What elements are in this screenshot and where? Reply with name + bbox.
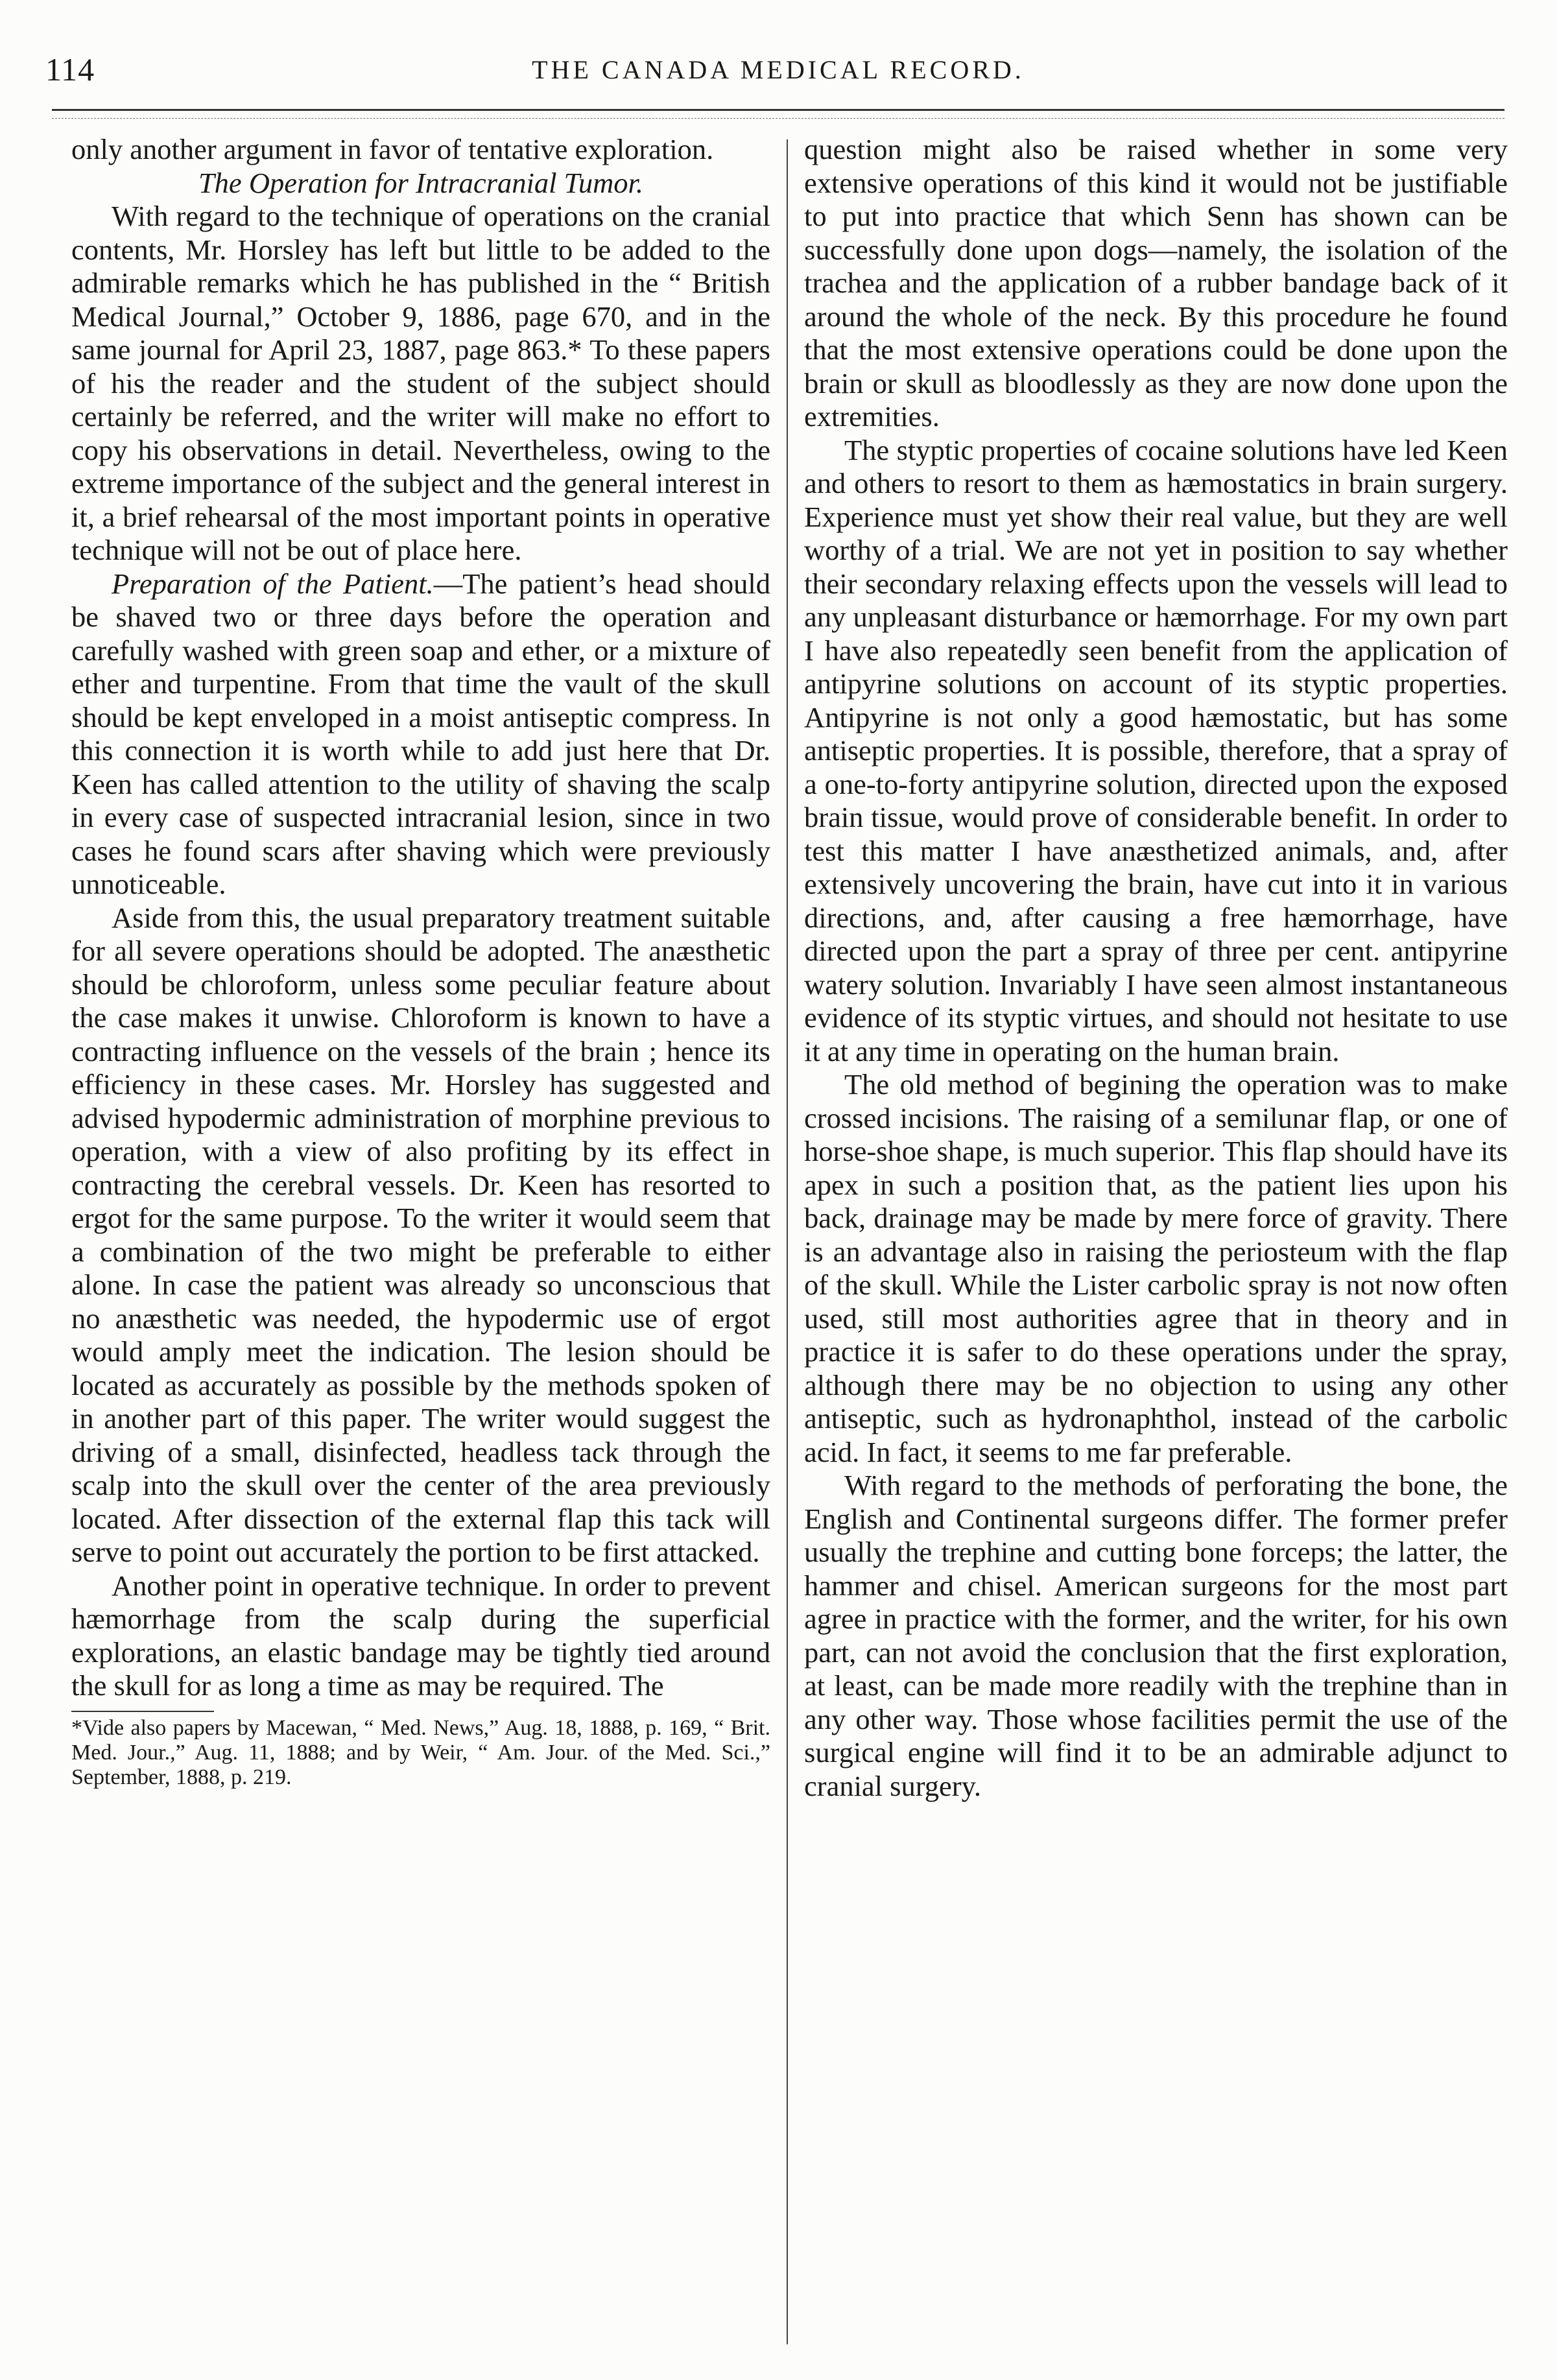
paragraph: Aside from this, the usual preparatory treatment suitable for all severe operations should be adopted. The anæsthetic should be chloroform, unless some peculiar feature about the case makes it unwise. Chloroform is known to have a contracting influence on the vessels of the brain ; hence its efficiency in these cases. Mr. Horsley has suggested and advised hypodermic administration of morphine previous to operation, with a view of also profiting by its effect in contracting the cerebral vessels. Dr. Keen has resorted to ergot for the same purpose. To the writer it would seem that a combination of the two might be preferable to either alone. In case the patient was already so unconscious that no anæsthetic was needed, the hypodermic use of ergot would amply meet the indication. The lesion should be located as accurately as possible by the methods spoken of in another part of this paper. The writer would suggest the driving of a small, disinfected, headless tack through the scalp into the skull over the center of the area previously located. After dissection of the external flap this tack will serve to point out accurately the portion to be first attacked.: [71, 901, 770, 1568]
paragraph: The styptic properties of cocaine solutions have led Keen and others to resort to them as hæmostatics in brain surgery. Experience must yet show their real value, but they are well worthy of a trial. We are not yet in position to say whether their secondary relaxing effects upon the vessels will lead to any unpleasant disturbance or hæmorrhage. For my own part I have also repeatedly seen benefit from the application of antipyrine solutions on account of its styptic properties. Antipyrine is not only a good hæmostatic, but has some antiseptic properties. It is possible, therefore, that a spray of a one-to-forty antipyrine solution, directed upon the exposed brain tissue, would prove of considerable benefit. In order to test this matter I have anæsthetized animals, and, after extensively uncovering the brain, have cut into it in various directions, and, after causing a free hæmorrhage, have directed upon the part a spray of three per cent. antipyrine watery solution. Invariably I have seen almost instantaneous evidence of its styptic virtues, and should not hesitate to use it at any time in operating on the human brain.: [804, 433, 1508, 1067]
paragraph: With regard to the technique of operations on the cranial contents, Mr. Horsley has left but little to be added to the admirable remarks which he has published in the “ British Medical Journal,” October 9, 1886, page 670, and in the same journal for April 23, 1887, page 863.* To these papers of his the reader and the student of the subject should certainly be referred, and the writer will make no effort to copy his observations in detail. Nevertheless, owing to the extreme importance of the subject and the general interest in it, a brief rehearsal of the most important points in operative technique will not be out of place here.: [71, 200, 770, 566]
paragraph: Another point in operative technique. In order to prevent hæmorrhage from the scalp during the superficial explorations, an elastic bandage may be tightly tied around the skull for as long a time as may be required. The: [71, 1569, 770, 1702]
footnote-text: *Vide also papers by Macewan, “ Med. News,” Aug. 18, 1888, p. 169, “ Brit. Med. Jour.,” Aug. 11, 1888; and by Weir, “ Am. Jour. of the Med. Sci.,” September, 1888, p. 219.: [71, 1715, 770, 1789]
run-in-heading: Preparation of the Patient.: [112, 567, 434, 600]
footnote: [71, 1716, 770, 1790]
paragraph: only another argument in favor of tentative exploration.: [71, 133, 714, 165]
paragraph-body: —The patient’s head should be shaved two or three days before the operation and carefully washed with green soap and ether, or a mixture of ether and turpentine. From that time the vault of the skull should be kept enveloped in a moist antiseptic compress. In this connection it is worth while to add just here that Dr. Keen has called attention to the utility of shaving the scalp in every case of suspected intracranial lesion, since in two cases he found scars after shaving which were previously unnoticeable.: [71, 567, 770, 900]
left-column: [71, 133, 770, 1790]
right-column: [804, 133, 1508, 1803]
header-rule: [52, 109, 1504, 111]
journal-title: THE CANADA MEDICAL RECORD.: [532, 55, 1025, 84]
footnote-rule: [71, 1711, 214, 1712]
paragraph: [71, 567, 770, 901]
paragraph: With regard to the methods of perforating the bone, the English and Continental surgeons differ. The former prefer usually the trephine and cutting bone forceps; the latter, the hammer and chisel. American surgeons for the most part agree in practice with the former, and the writer, for his own part, can not avoid the conclusion that the first exploration, at least, can be made more readily with the trephine than in any other way. Those whose facilities permit the use of the surgical engine will find it to be an admirable adjunct to cranial surgery.: [804, 1469, 1508, 1802]
section-heading: The Operation for Intracranial Tumor.: [198, 166, 644, 199]
page-number: 114: [45, 51, 95, 88]
paragraph: The old method of begining the operation was to make crossed incisions. The raising of a semilunar flap, or one of horse-shoe shape, is much superior. This flap should have its apex in such a position that, as the patient lies upon his back, drainage may be made by mere force of gravity. There is an advantage also in raising the periosteum with the flap of the skull. While the Lister carbolic spray is not now often used, still most authorities agree that in theory and in practice it is safer to do these operations under the spray, although there may be no objection to using any other antiseptic, such as hydronaphthol, instead of the carbolic acid. In fact, it seems to me far preferable.: [804, 1068, 1508, 1468]
paragraph: question might also be raised whether in some very extensive operations of this kind it would not be justifiable to put into practice that which Senn has shown can be successfully done upon dogs—namely, the isolation of the trachea and the application of a rubber bandage back of it around the whole of the neck. By this procedure he found that the most extensive operations could be done upon the brain or skull as bloodlessly as they are now done upon the extremities.: [804, 133, 1508, 433]
running-head: [45, 51, 1511, 89]
column-divider: [787, 139, 788, 2344]
header-rule-dashed: [52, 118, 1504, 119]
